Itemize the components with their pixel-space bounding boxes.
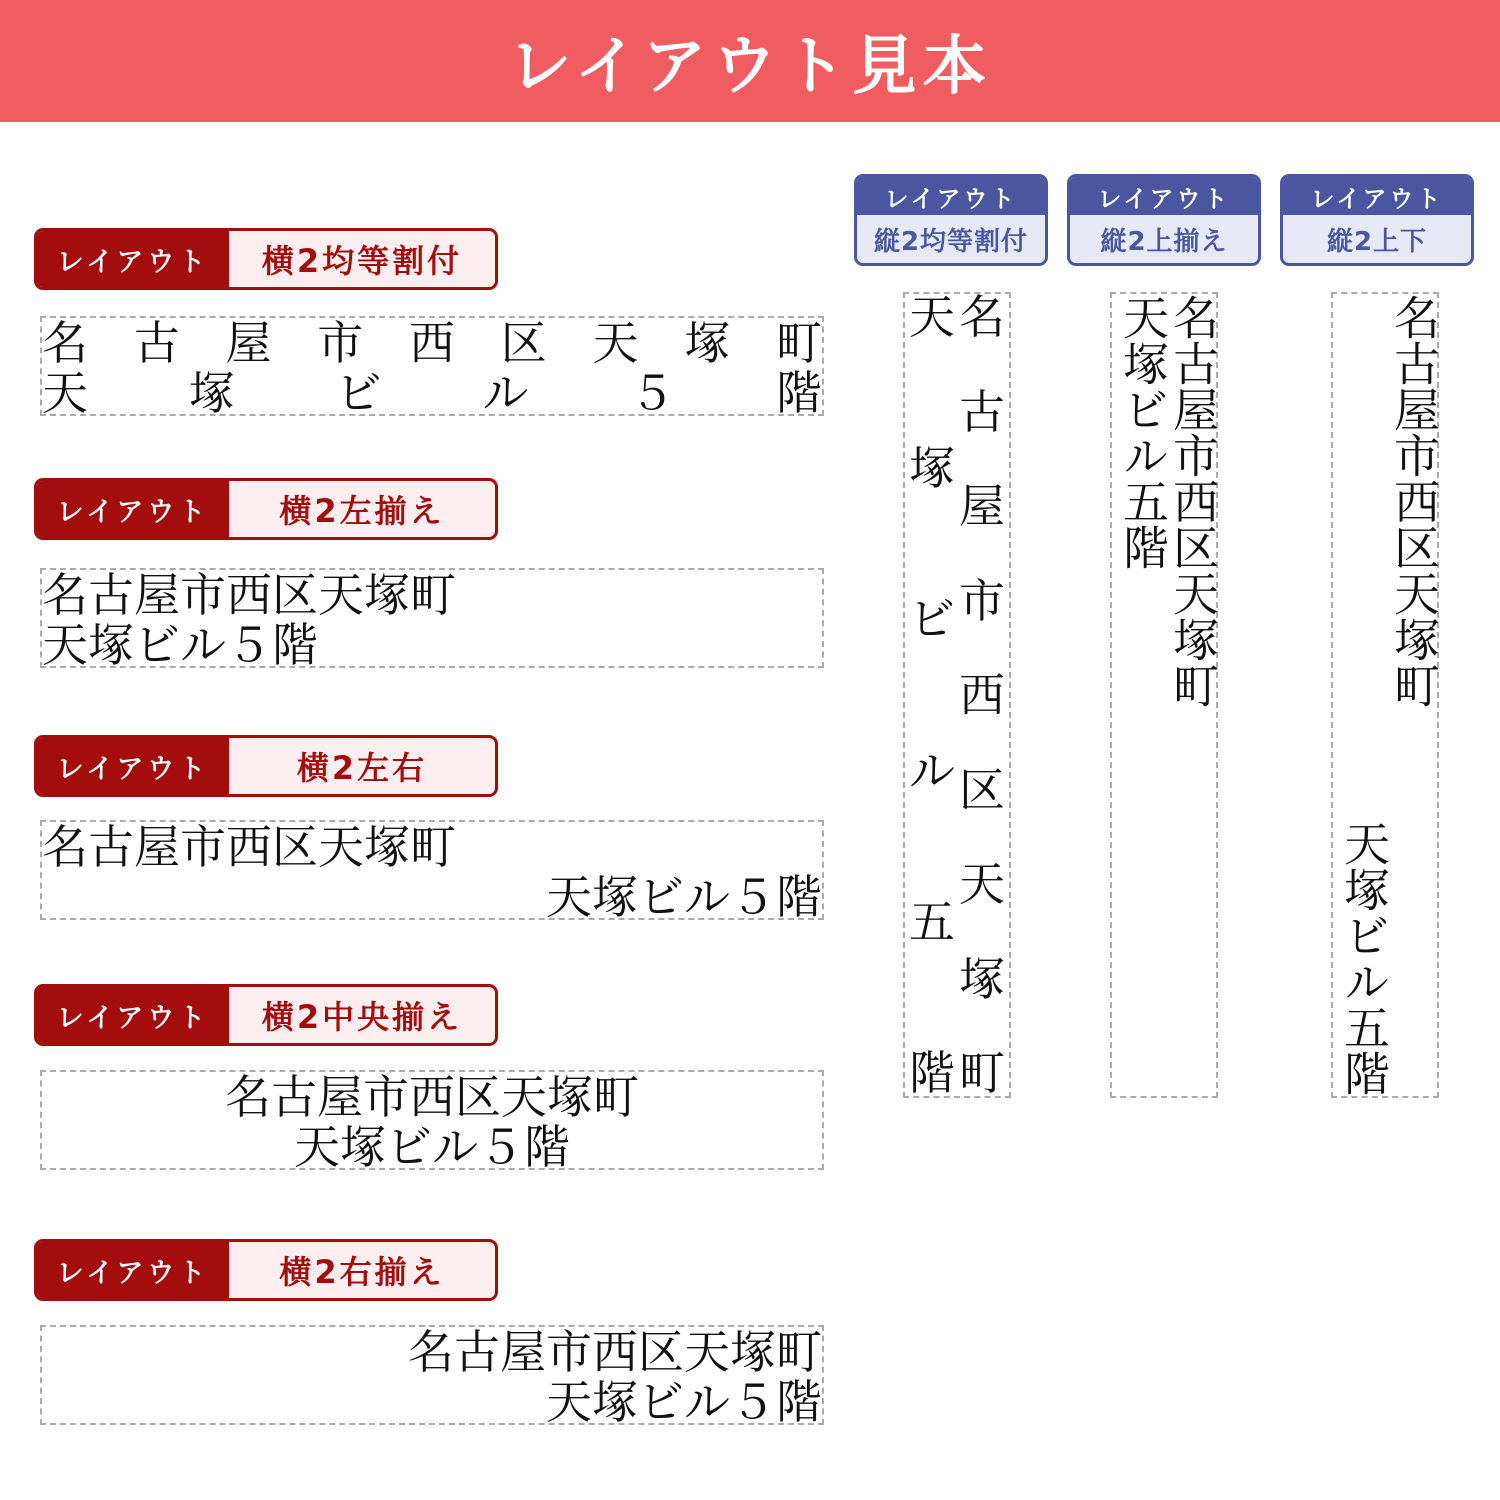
sample-char: ５ (629, 366, 676, 420)
sample-char: 古 (133, 316, 180, 370)
sample-char: 区 (500, 316, 547, 370)
layout-label-horizontal-right (34, 1239, 498, 1301)
sample-line-2: 天塚ビル５階 (546, 1375, 822, 1429)
sample-line-1: 名古屋市西区天塚町 (42, 568, 456, 622)
layout-tag: レイアウト (37, 481, 229, 537)
layout-name: 横2左右 (296, 749, 428, 787)
sample-line-2: 天塚ビル五階 (1116, 294, 1170, 570)
sample-line-2: 天塚ビル５階 (546, 870, 822, 924)
sample-line-2 (905, 290, 959, 1100)
layout-name: 横2左揃え (279, 492, 445, 530)
sample-box-horizontal-left-right (40, 820, 824, 924)
sample-char: 区 (959, 762, 1005, 817)
sample-line-1: 名古屋市西区天塚町 (225, 1070, 639, 1124)
sample-char: 天 (592, 316, 639, 370)
sample-char: 西 (959, 668, 1005, 722)
sample-char: 天 (42, 366, 88, 420)
layout-name: 縦2均等割付 (873, 226, 1029, 257)
sample-line-1: 名古屋市西区天塚町 (408, 1325, 822, 1379)
sample-char: 名 (42, 316, 88, 370)
sample-char: 塚 (684, 316, 731, 370)
layout-tag: レイアウト (37, 231, 229, 287)
sample-char: 屋 (959, 479, 1005, 533)
layout-tag: レイアウト (37, 1242, 229, 1298)
sample-line-2: 天塚ビル５階 (42, 618, 318, 672)
sample-char: 西 (409, 316, 455, 370)
layout-name: 縦2上揃え (1100, 226, 1228, 257)
sample-line-1 (955, 290, 1009, 1100)
sample-box-horizontal-left (40, 568, 824, 672)
sample-line-2: 天塚ビル五階 (1337, 820, 1391, 1096)
sample-char: ル (482, 366, 529, 420)
sample-line-1: 名古屋市西区天塚町 (1387, 294, 1441, 708)
layout-label-horizontal-center (34, 984, 498, 1046)
sample-char: 名 (959, 290, 1005, 344)
layout-tag: レイアウト (37, 738, 229, 794)
sample-char: 塚 (909, 441, 955, 496)
page-header (0, 0, 1500, 122)
layout-name: 縦2上下 (1326, 226, 1428, 257)
layout-label-horizontal-justified (34, 228, 498, 290)
layout-tag: レイアウト (1070, 177, 1258, 215)
layout-label-vertical-justified (854, 174, 1048, 266)
layout-tag: レイアウト (857, 177, 1045, 215)
sample-char: ビ (335, 366, 382, 420)
layout-name: 横2右揃え (279, 1253, 445, 1291)
sample-char: 階 (909, 1045, 955, 1100)
sample-char: ビ (909, 592, 955, 647)
sample-line-1: 名古屋市西区天塚町 (1166, 294, 1220, 708)
layout-name: 横2中央揃え (261, 998, 463, 1036)
sample-char: 塚 (188, 366, 235, 420)
sample-char: 屋 (225, 316, 272, 370)
sample-box-horizontal-right (40, 1325, 824, 1429)
sample-box-vertical-top-bottom (1331, 292, 1439, 1098)
sample-box-vertical-top (1110, 292, 1218, 1098)
sample-char: 天 (909, 290, 955, 344)
sample-char: 天 (959, 857, 1005, 911)
sample-line-2 (42, 368, 822, 418)
layout-tag: レイアウト (37, 987, 229, 1043)
layout-name: 横2均等割付 (261, 242, 463, 280)
sample-char: 古 (959, 384, 1005, 439)
page-title: レイアウト見本 (507, 30, 993, 104)
layout-label-vertical-top-bottom (1280, 174, 1474, 266)
layout-label-vertical-top (1067, 174, 1261, 266)
sample-char: 市 (317, 316, 364, 370)
sample-line-2: 天塚ビル５階 (294, 1120, 570, 1174)
layout-label-horizontal-left (34, 478, 498, 540)
sample-char: 階 (775, 366, 822, 420)
sample-char: ル (909, 743, 955, 798)
sample-char: 五 (909, 894, 955, 949)
sample-char: 市 (959, 573, 1005, 628)
layout-tag: レイアウト (1283, 177, 1471, 215)
sample-line-1 (42, 318, 822, 368)
sample-char: 町 (776, 316, 822, 370)
layout-label-horizontal-left-right (34, 735, 498, 797)
sample-box-vertical-justified (903, 292, 1011, 1098)
sample-box-horizontal-justified (40, 316, 824, 420)
sample-box-horizontal-center (40, 1070, 824, 1174)
sample-char: 塚 (959, 951, 1005, 1006)
sample-char: 町 (959, 1046, 1005, 1100)
sample-line-1: 名古屋市西区天塚町 (42, 820, 456, 874)
